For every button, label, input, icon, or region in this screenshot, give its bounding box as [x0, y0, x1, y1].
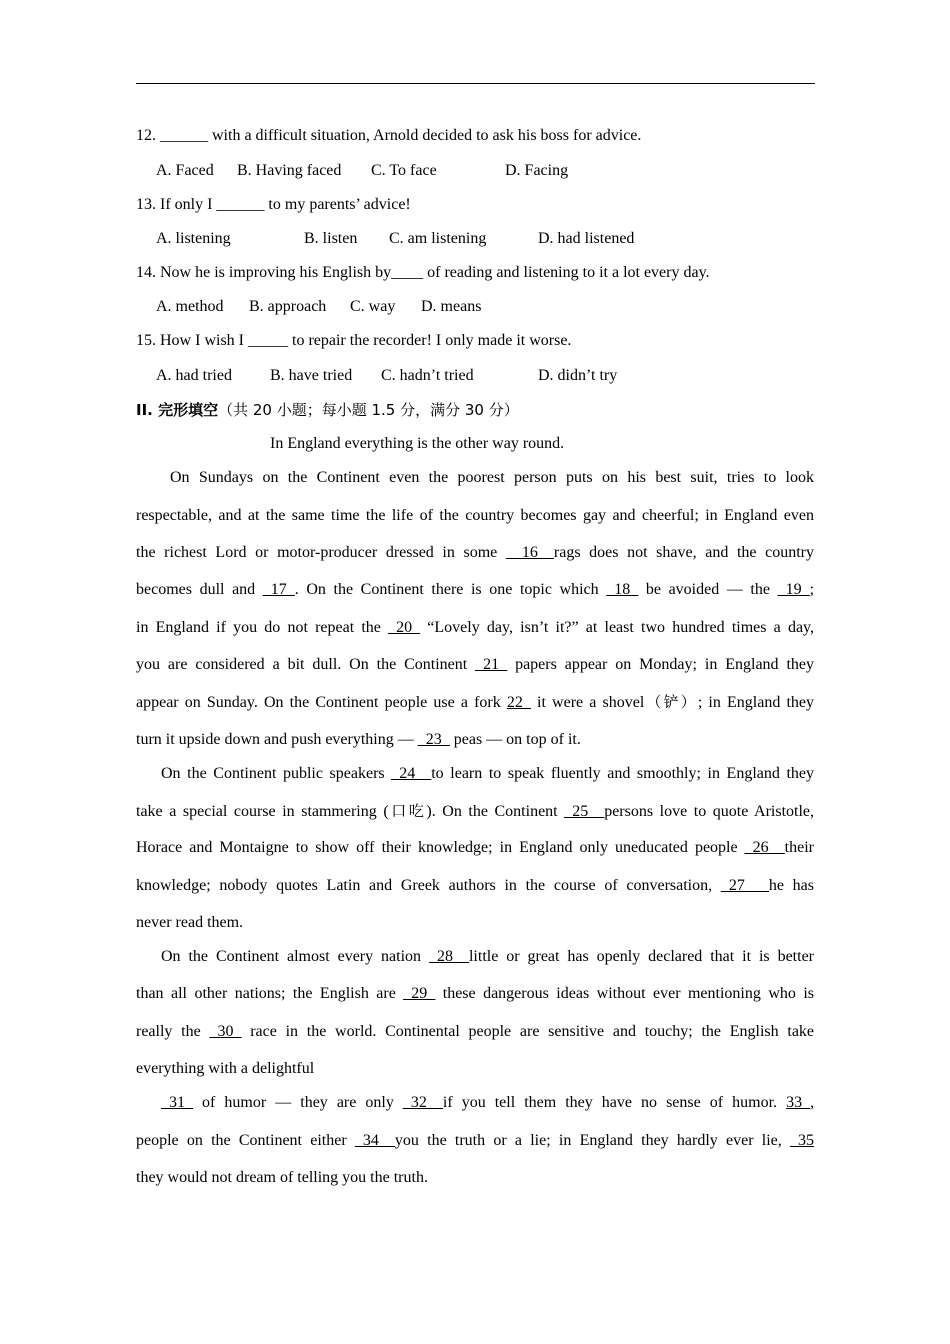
question-13-option-d: D. had listened — [538, 230, 635, 247]
passage-text: in England if you do not repeat the — [136, 619, 381, 636]
passage-line — [136, 947, 814, 967]
blank-28: _28__ — [428, 948, 469, 965]
question-13-option-b: B. listen — [304, 230, 358, 247]
passage-line — [136, 543, 814, 563]
section-heading-title: II. 完形填空 — [136, 401, 219, 419]
passage-text: be avoided — the — [645, 581, 770, 598]
passage-title: In England everything is the other way round. — [270, 435, 565, 452]
question-13-option-a: A. listening — [156, 230, 231, 247]
passage-text: Horace and Montaigne to show off their knowledge; in England only uneducated people — [136, 839, 738, 856]
question-15-option-a: A. had tried — [156, 367, 232, 384]
passage-line — [136, 692, 814, 713]
question-14-option-a: A. method — [156, 298, 224, 315]
blank-33: 33_ — [786, 1094, 811, 1111]
blank-25: _25__ — [564, 803, 605, 820]
question-12-option-b: B. Having faced — [237, 162, 342, 179]
passage-text: ; in England they — [697, 694, 815, 711]
passage-line: respectable, and at the same time the life of the country becomes gay and cheerful; in England even — [136, 507, 814, 524]
passage-text: becomes dull and — [136, 581, 256, 598]
passage-line — [136, 764, 814, 784]
passage-text: you the truth or a lie; in England they hardly ever lie, — [394, 1132, 782, 1149]
passage-text: if you tell them they have no sense of humor. — [442, 1094, 778, 1111]
blank-32: _32__ — [402, 1094, 443, 1111]
question-14-option-b: B. approach — [249, 298, 327, 315]
question-15-option-c: C. hadn’t tried — [381, 367, 474, 384]
passage-line — [136, 1131, 814, 1151]
passage-text: , — [810, 1094, 815, 1111]
passage-line — [136, 618, 814, 638]
blank-21: _21_ — [475, 656, 508, 673]
question-14-option-c: C. way — [350, 298, 396, 315]
passage-line — [136, 655, 814, 675]
blank-26: _26__ — [744, 839, 785, 856]
passage-line — [136, 838, 814, 858]
passage-text: On the Continent almost every nation — [161, 948, 422, 965]
passage-text: take a special course in stammering ( — [136, 803, 389, 820]
passage-text: the richest Lord or motor-producer dressed in some — [136, 544, 498, 561]
passage-line — [136, 801, 814, 822]
passage-text: turn it upside down and push everything — — [136, 731, 414, 748]
question-14-stem: 14. Now he is improving his English by____ of reading and listening to it a lot every day. — [136, 264, 710, 281]
passage-text: . On the Continent there is one topic which — [294, 581, 599, 598]
passage-line: they would not dream of telling you the truth. — [136, 1169, 428, 1186]
passage-line: everything with a delightful — [136, 1060, 315, 1077]
passage-text: their — [784, 839, 814, 856]
blank-17: _17_ — [262, 581, 295, 598]
passage-line — [136, 876, 814, 896]
passage-text: peas — on top of it. — [453, 731, 581, 748]
question-12-option-d: D. Facing — [505, 162, 569, 179]
passage-text: rags does not shave, and the country — [553, 544, 814, 561]
passage-line — [136, 1093, 814, 1113]
passage-text: really the — [136, 1023, 201, 1040]
blank-24: _24__ — [391, 765, 432, 782]
blank-16: __16__ — [505, 544, 554, 561]
passage-text: persons love to quote Aristotle, — [604, 803, 815, 820]
question-15-option-b: B. have tried — [270, 367, 353, 384]
passage-line — [136, 730, 814, 750]
passage-text: ; — [809, 581, 815, 598]
passage-text: of humor — they are only — [202, 1094, 394, 1111]
passage-line: never read them. — [136, 914, 244, 931]
header-rule — [136, 83, 815, 84]
blank-20: _20_ — [388, 619, 421, 636]
passage-text: than all other nations; the English are — [136, 985, 396, 1002]
blank-35: _35 — [790, 1132, 815, 1149]
passage-text: it were a shovel — [537, 694, 645, 711]
passage-text: these dangerous ideas without ever mentioning who is — [442, 985, 815, 1002]
passage-line — [136, 1022, 814, 1042]
blank-29: _29_ — [403, 985, 436, 1002]
blank-19: _19_ — [777, 581, 810, 598]
passage-text: he has — [768, 877, 815, 894]
passage-line — [136, 984, 814, 1004]
blank-23: _23_ — [417, 731, 450, 748]
passage-text: ). On the Continent — [426, 803, 558, 820]
blank-30: _30_ — [209, 1023, 242, 1040]
passage-text: “Lovely day, isn’t it?” at least two hundred times a day, — [427, 619, 815, 636]
question-14-option-d: D. means — [421, 298, 482, 315]
passage-text: people on the Continent either — [136, 1132, 347, 1149]
passage-text: knowledge; nobody quotes Latin and Greek authors in the course of conversation, — [136, 877, 713, 894]
blank-22: 22_ — [506, 694, 531, 711]
question-12-option-c: C. To face — [371, 162, 437, 179]
blank-27: _27___ — [720, 877, 769, 894]
section-heading-note: （共 20 小题；每小题 1.5 分，满分 30 分） — [218, 401, 519, 419]
passage-text: （铲） — [644, 693, 698, 711]
question-13-option-c: C. am listening — [389, 230, 487, 247]
question-13-stem: 13. If only I ______ to my parents’ advice! — [136, 196, 411, 213]
blank-31: _31_ — [161, 1094, 193, 1111]
blank-18: _18_ — [606, 581, 639, 598]
blank-34: _34__ — [354, 1132, 395, 1149]
passage-text: On the Continent public speakers — [161, 765, 385, 782]
passage-text: little or great has openly declared that it is better — [468, 948, 815, 965]
passage-text: appear on Sunday. On the Continent people use a fork — [136, 694, 501, 711]
section-heading — [136, 400, 519, 421]
passage-text: you are considered a bit dull. On the Continent — [136, 656, 468, 673]
question-15-stem: 15. How I wish I _____ to repair the recorder! I only made it worse. — [136, 332, 572, 349]
passage-line: On Sundays on the Continent even the poorest person puts on his best suit, tries to look — [170, 469, 814, 486]
passage-text: race in the world. Continental people are sensitive and touchy; the English take — [250, 1023, 815, 1040]
question-12-stem: 12. ______ with a difficult situation, Arnold decided to ask his boss for advice. — [136, 127, 642, 144]
passage-text: to learn to speak fluently and smoothly; in England they — [431, 765, 815, 782]
passage-text: 口吃 — [388, 802, 427, 820]
passage-text: papers appear on Monday; in England they — [515, 656, 815, 673]
question-12-option-a: A. Faced — [156, 162, 214, 179]
passage-line — [136, 580, 814, 600]
question-15-option-d: D. didn’t try — [538, 367, 618, 384]
